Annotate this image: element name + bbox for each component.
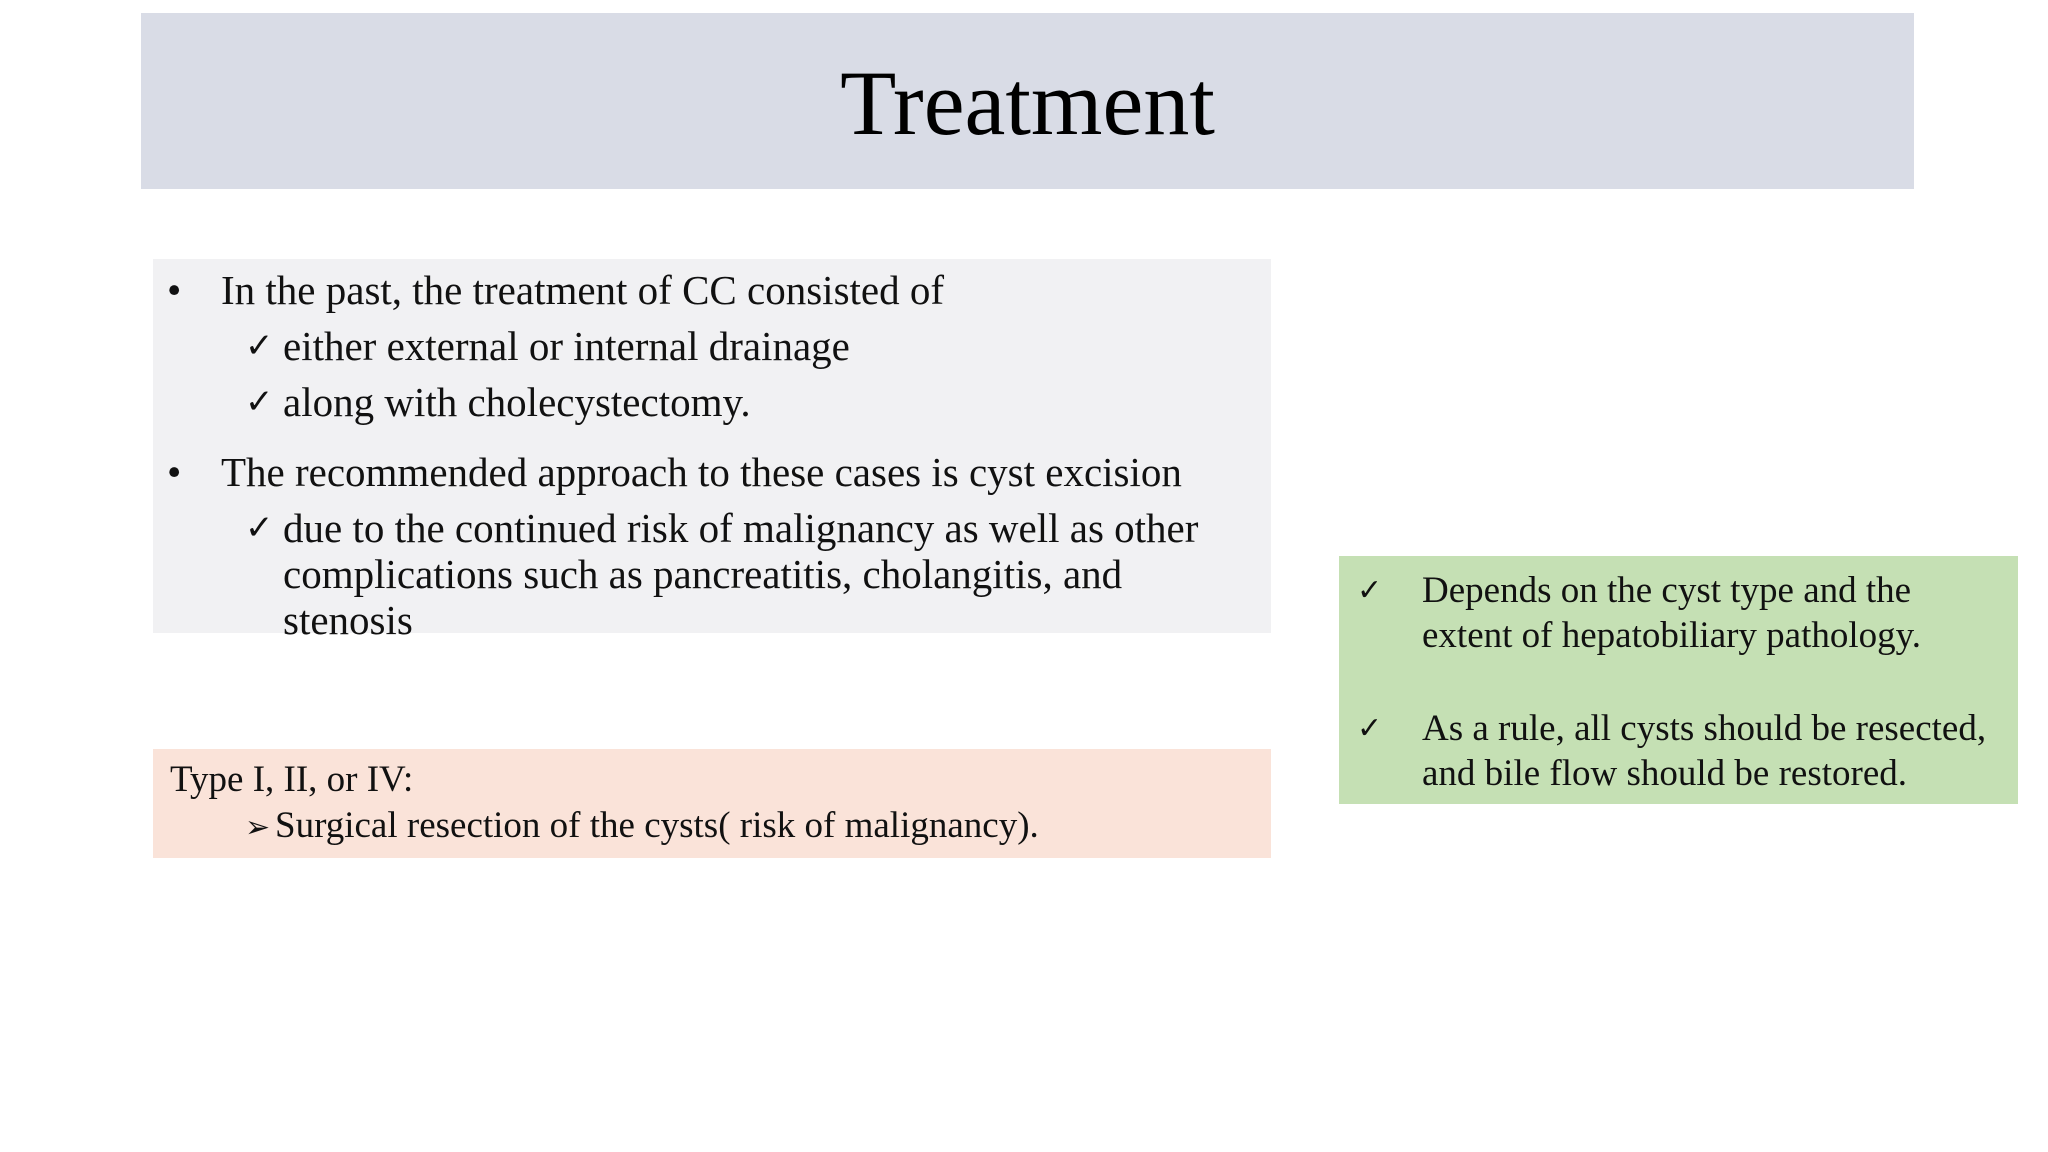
check-text-line: due to the continued risk of malignancy as well as other — [283, 505, 1199, 551]
check-text-line: complications such as pancreatitis, cholangitis, and — [283, 551, 1123, 597]
check-text: along with cholecystectomy. — [283, 379, 751, 425]
checkmark-icon: ✓ — [1357, 711, 1383, 746]
content-box — [153, 259, 1271, 643]
green-text-line: Depends on the cyst type and the — [1422, 570, 1912, 611]
bullet-text: The recommended approach to these cases is cyst excision — [221, 449, 1182, 495]
green-text-line: and bile flow should be restored. — [1422, 753, 1907, 794]
check-text-line: stenosis — [283, 597, 413, 643]
bullet-text: In the past, the treatment of CC consisted of — [221, 267, 945, 313]
type-item-text: Surgical resection of the cysts( risk of malignancy). — [275, 805, 1039, 846]
type-box — [153, 749, 1271, 858]
checkmark-icon: ✓ — [245, 382, 274, 422]
type-item — [245, 805, 1039, 849]
check-text — [283, 505, 1263, 643]
checkmark-icon: ✓ — [245, 326, 274, 366]
green-text-line: extent of hepatobiliary pathology. — [1422, 615, 1922, 656]
bullet-icon: • — [167, 267, 182, 313]
green-text-line: As a rule, all cysts should be resected, — [1422, 708, 1987, 749]
bullet-icon: • — [167, 449, 182, 495]
green-item-text — [1422, 706, 2022, 796]
checkmark-icon: ✓ — [245, 508, 274, 548]
green-item-text — [1422, 568, 2022, 658]
green-box — [1339, 556, 2018, 804]
slide-title: Treatment — [840, 52, 1215, 154]
check-text: either external or internal drainage — [283, 323, 850, 369]
title-bar — [141, 13, 1914, 189]
type-heading: Type I, II, or IV: — [170, 759, 414, 800]
checkmark-icon: ✓ — [1357, 573, 1383, 608]
arrow-bullet-icon: ➢ — [245, 810, 271, 845]
